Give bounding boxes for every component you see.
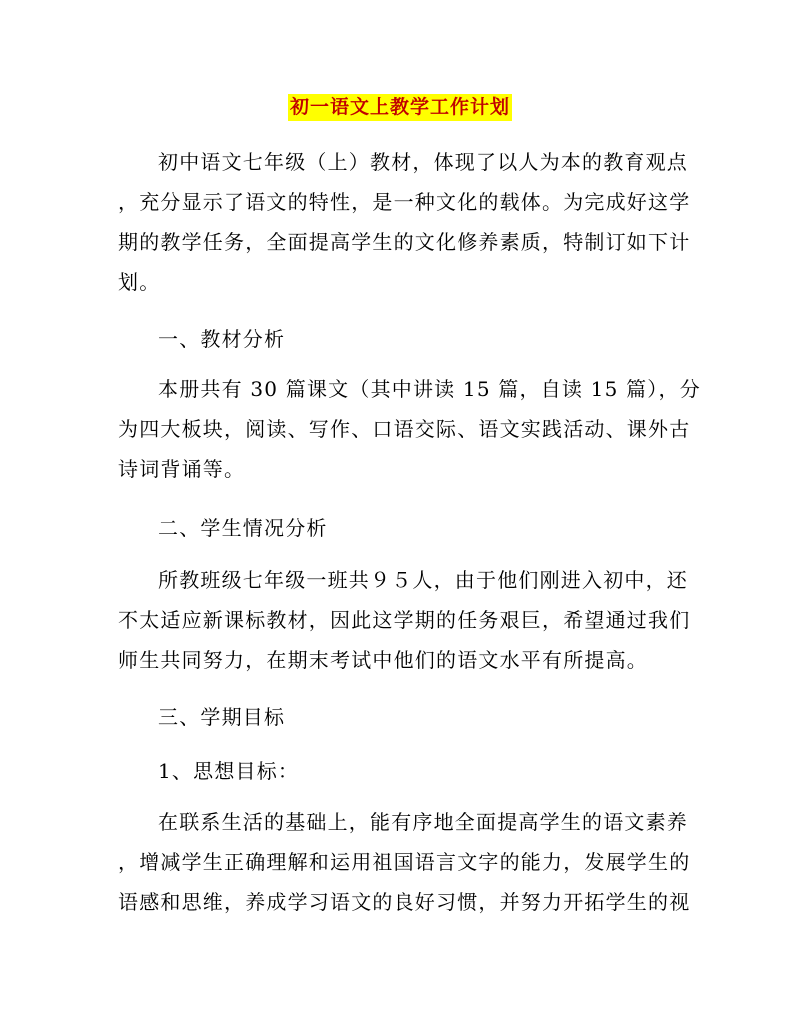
paragraph-line: 划。	[118, 270, 161, 294]
paragraph-line: 师生共同努力，在期末考试中他们的语文水平有所提高。	[118, 648, 648, 672]
section-heading: 二、学生情况分析	[158, 516, 328, 540]
paragraph-line: 期的教学任务，全面提高学生的文化修养素质，特制订如下计	[118, 230, 691, 254]
paragraph-line: 初中语文七年级（上）教材，体现了以人为本的教育观点	[158, 150, 688, 174]
paragraph-line: 本册共有 30 篇课文（其中讲读 15 篇，自读 15 篇），分	[158, 377, 701, 401]
section-heading: 一、教材分析	[158, 327, 286, 351]
paragraph-line: 为四大板块，阅读、写作、口语交际、语文实践活动、课外古	[118, 417, 691, 441]
paragraph-line: ，充分显示了语文的特性，是一种文化的载体。为完成好这学	[118, 190, 691, 214]
paragraph-line: 语感和思维，养成学习语文的良好习惯，并努力开拓学生的视	[118, 890, 691, 914]
section-heading: 三、学期目标	[158, 705, 286, 729]
paragraph-line: ，增减学生正确理解和运用祖国语言文字的能力，发展学生的	[118, 850, 691, 874]
paragraph-line: 在联系生活的基础上，能有序地全面提高学生的语文素养	[158, 810, 688, 834]
paragraph-line: 诗词背诵等。	[118, 457, 246, 481]
paragraph-line: 不太适应新课标教材，因此这学期的任务艰巨，希望通过我们	[118, 608, 691, 632]
title-container	[0, 94, 800, 121]
subsection-heading: 1、思想目标：	[158, 759, 300, 783]
paragraph-line: 所教班级七年级一班共９５人，由于他们刚进入初中，还	[158, 568, 688, 592]
document-title: 初一语文上教学工作计划	[288, 94, 512, 121]
